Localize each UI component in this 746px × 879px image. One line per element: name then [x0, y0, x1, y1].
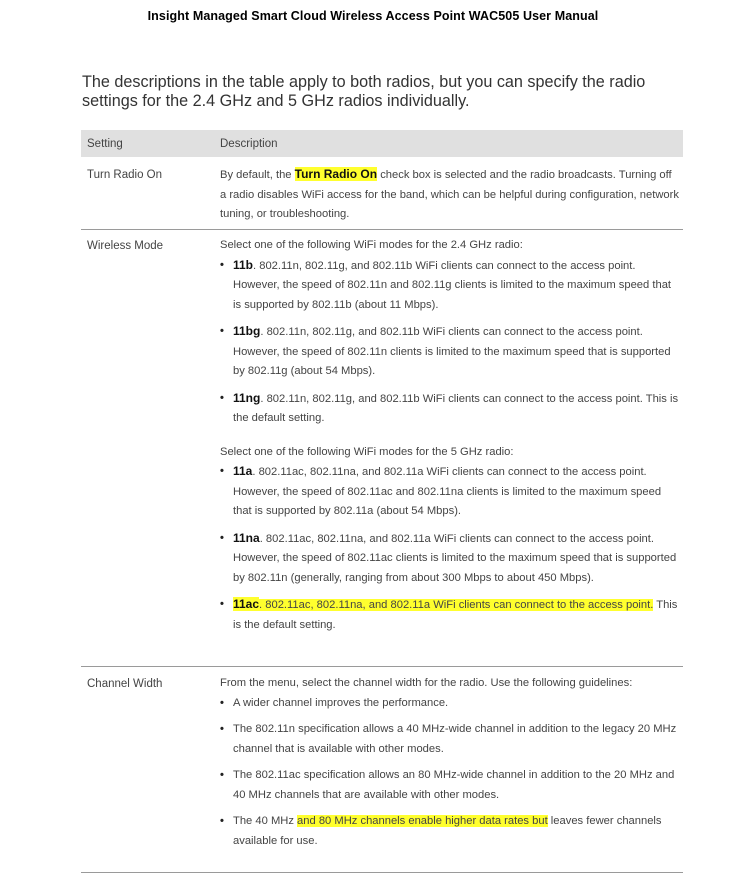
mode-term: 11bg	[233, 324, 261, 338]
setting-label: Turn Radio On	[87, 169, 162, 181]
table-header	[81, 130, 683, 157]
mode-text-highlighted: . 802.11ac, 802.11na, and 802.11a WiFi clients can connect to the access point.	[259, 599, 654, 611]
setting-label: Channel Width	[87, 678, 163, 690]
column-header-description: Description	[220, 138, 278, 150]
guideline-text: leaves fewer channels available for use.	[233, 815, 662, 847]
list-item: • 11a. 802.11ac, 802.11na, and 802.11a WiFi clients can connect to the access point. However, the speed of 802.11ac and 802.11na clients is limited to the maximum speed that is supported by 802.11a (about 54 Mbps).	[220, 464, 662, 517]
mode-term: 11a	[233, 464, 253, 478]
mode-term: 11b	[233, 257, 254, 272]
list-item: • The 40 MHz and 80 MHz channels enable higher data rates but leaves fewer channels available for use.	[220, 815, 662, 847]
mode-list-5	[220, 462, 680, 635]
page-header: Insight Managed Smart Cloud Wireless Access Point WAC505 User Manual	[147, 9, 599, 23]
list-item: • 11b. 802.11n, 802.11g, and 802.11b WiFi clients can connect to the access point. However, the speed of 802.11n and 802.11g clients is limited to the maximum speed that is supported by 802.11b (about 11 Mbps).	[220, 257, 672, 311]
intro-paragraph: The descriptions in the table apply to both radios, but you can specify the radio settings for the 2.4 GHz and 5 GHz radios individually.	[82, 73, 646, 110]
mode-text: . 802.11ac, 802.11na, and 802.11a WiFi clients can connect to the access point. However, the speed of 802.11ac and 802.11na clients is limited to the maximum speed that is supported by 802.11a (about 54 Mbps).	[233, 466, 662, 517]
list-item: • The 802.11n specification allows a 40 MHz-wide channel in addition to the legacy 20 MHz channel that is available with other modes.	[220, 723, 677, 755]
desc-text: check box is selected and the radio broadcasts. Turning off a radio disables WiFi access for the band, which can be helpful during configuration, network tuning, or troubleshooting.	[220, 169, 679, 220]
row-divider	[81, 666, 683, 667]
list-item: • 11na. 802.11ac, 802.11na, and 802.11a WiFi clients can connect to the access point. However, the speed of 802.11ac clients is limited to the maximum speed that is supported by 802.11n (generally, ranging from about 300 Mbps to about 450 Mbps).	[220, 530, 677, 584]
mode-text: . 802.11ac, 802.11na, and 802.11a WiFi clients can connect to the access point. However, the speed of 802.11ac clients is limited to the maximum speed that is supported by 802.11n (generally, ranging from about 300 Mbps to about 450 Mbps).	[233, 532, 677, 584]
guideline-text: A wider channel improves the performance.	[233, 696, 449, 709]
guideline-text: The 40 MHz	[233, 815, 298, 827]
radio-5-intro: Select one of the following WiFi modes for the 5 GHz radio:	[220, 445, 514, 458]
desc-text: By default, the	[220, 169, 292, 181]
row-divider	[81, 872, 683, 873]
list-item: • 11ac. 802.11ac, 802.11na, and 802.11a WiFi clients can connect to the access point. This is the default setting.	[220, 597, 678, 631]
channel-guidelines-list	[220, 694, 680, 852]
row-divider	[81, 229, 683, 230]
list-item: • 11ng. 802.11n, 802.11g, and 802.11b WiFi clients can connect to the access point. This is the default setting.	[220, 390, 679, 424]
channel-width-intro: From the menu, select the channel width for the radio. Use the following guidelines:	[220, 677, 633, 689]
bold-term: Turn Radio On	[294, 167, 378, 181]
setting-description	[220, 236, 680, 642]
mode-text: . 802.11n, 802.11g, and 802.11b WiFi clients can connect to the access point. However, the speed of 802.11n and 802.11g clients is limited to the maximum speed that is supported by 802.11b (about 11 Mbps).	[233, 259, 672, 311]
list-item: • The 802.11ac specification allows an 80 MHz-wide channel in addition to the 20 MHz and 40 MHz channels that are available with other modes.	[220, 769, 675, 801]
list-item: • 11bg. 802.11n, 802.11g, and 802.11b WiFi clients can connect to the access point. However, the speed of 802.11n clients is limited to the maximum speed that is supported by 802.11g (about 54 Mbps).	[220, 324, 671, 377]
mode-list-24	[220, 256, 680, 429]
guideline-text: The 802.11n specification allows a 40 MHz-wide channel in addition to the legacy 20 MHz channel that is available with other modes.	[233, 723, 677, 755]
mode-term: 11ng	[233, 390, 261, 405]
mode-term: 11ac	[233, 597, 260, 611]
guideline-text-highlighted: and 80 MHz channels enable higher data rates but	[297, 815, 548, 827]
setting-description	[220, 674, 680, 858]
setting-description	[220, 165, 680, 225]
guideline-text: The 802.11ac specification allows an 80 MHz-wide channel in addition to the 20 MHz and 40 MHz channels that are available with other modes.	[233, 769, 675, 801]
mode-text: This is the default setting.	[233, 599, 678, 631]
radio-24-intro: Select one of the following WiFi modes for the 2.4 GHz radio:	[220, 239, 523, 251]
list-item: • A wider channel improves the performance.	[220, 696, 449, 709]
mode-text: . 802.11n, 802.11g, and 802.11b WiFi clients can connect to the access point. This is the default setting.	[233, 392, 679, 424]
mode-term: 11na	[233, 530, 260, 545]
column-header-setting: Setting	[87, 138, 123, 150]
setting-label: Wireless Mode	[87, 240, 164, 252]
mode-text: . 802.11n, 802.11g, and 802.11b WiFi clients can connect to the access point. However, the speed of 802.11n clients is limited to the maximum speed that is supported by 802.11g (about 54 Mbps).	[233, 326, 671, 377]
